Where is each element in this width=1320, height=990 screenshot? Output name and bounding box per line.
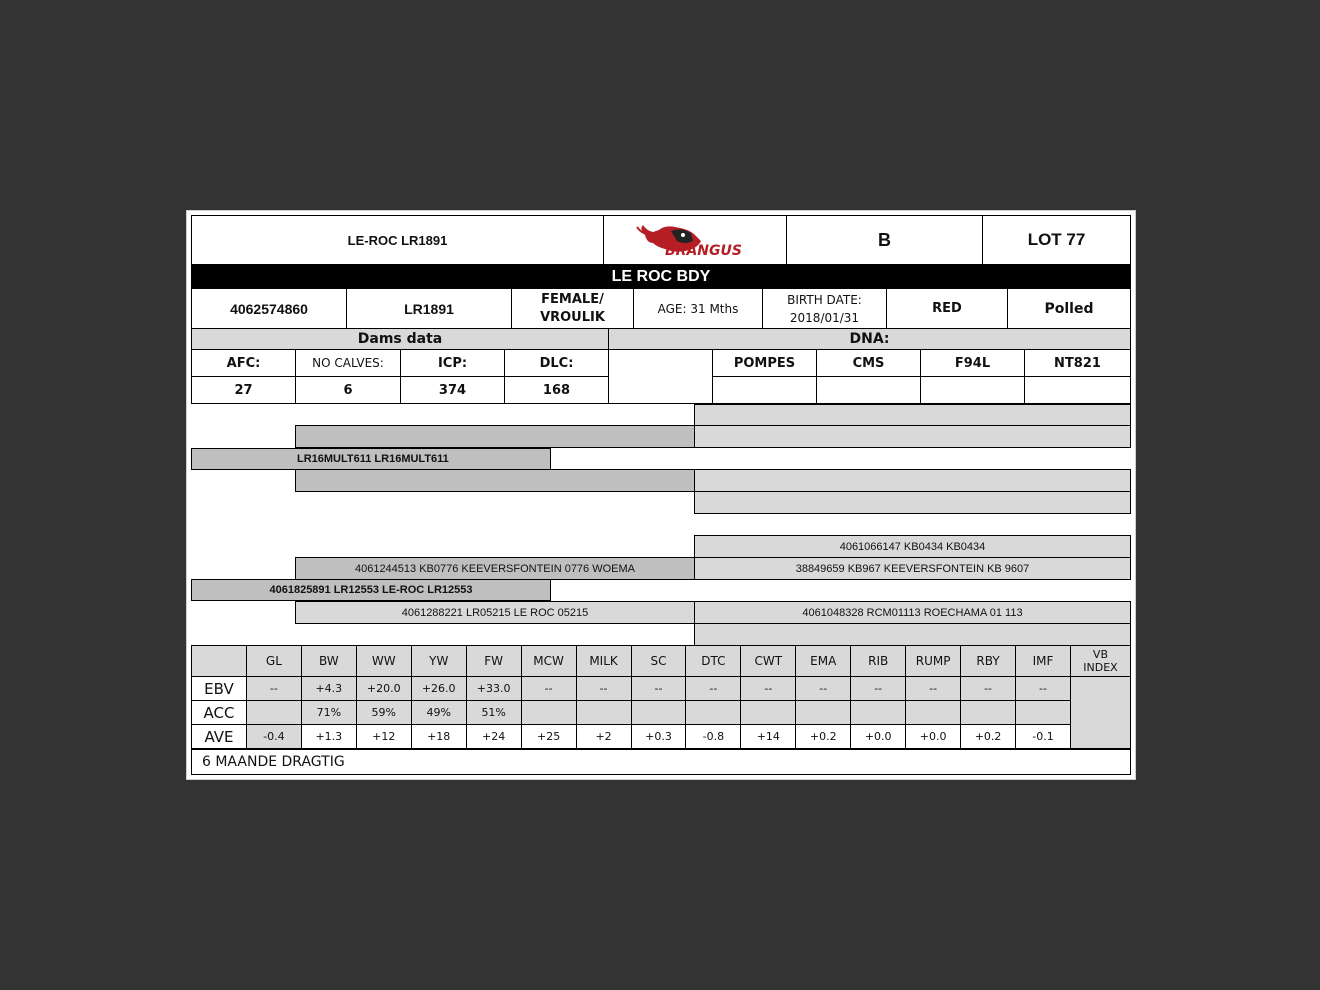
vb-index-line2: INDEX	[1083, 661, 1118, 674]
animal-name: LE-ROC LR1891	[191, 215, 604, 265]
dna-nt821-label: NT821	[1024, 349, 1131, 377]
animal-tag: LR1891	[346, 288, 512, 329]
pedigree-dam-sire: 4061244513 KB0776 KEEVERSFONTEIN 0776 WOEMA	[295, 557, 695, 580]
dna-f94l-label: F94L	[920, 349, 1025, 377]
ave-cell: -0.1	[1016, 725, 1071, 749]
sex-line1: FEMALE/	[541, 291, 604, 307]
pedigree-dam: 4061825891 LR12553 LE-ROC LR12553	[191, 579, 551, 601]
pedigree-sire: LR16MULT611 LR16MULT611	[191, 448, 551, 470]
acc-cell: 59%	[356, 701, 411, 725]
ebv-header: IMF	[1016, 646, 1071, 677]
pedigree-ggs-sire-dam	[694, 469, 1131, 492]
ebv-cell: --	[851, 677, 906, 701]
dlc-value: 168	[504, 376, 609, 404]
ave-cell: +24	[466, 725, 521, 749]
ebv-header: RBY	[961, 646, 1016, 677]
pedigree-ggd-sire-dam	[694, 491, 1131, 514]
afc-label: AFC:	[191, 349, 296, 377]
herd-title: LE ROC BDY	[191, 264, 1131, 289]
grade-box: B	[786, 215, 983, 265]
dna-pompes-label: POMPES	[712, 349, 817, 377]
lot-number: LOT 77	[982, 215, 1131, 265]
acc-cell	[851, 701, 906, 725]
dna-blank	[608, 349, 713, 404]
acc-cell	[631, 701, 686, 725]
acc-cell: 71%	[301, 701, 356, 725]
pedigree-sire-dam	[295, 469, 695, 492]
ebv-cell: --	[1016, 677, 1071, 701]
no-calves-label: NO CALVES:	[295, 349, 401, 377]
ebv-cell: +33.0	[466, 677, 521, 701]
ave-row-label: AVE	[192, 725, 247, 749]
pedigree-ggs-dam-sire: 4061066147 KB0434 KB0434	[694, 535, 1131, 558]
ebv-header: RIB	[851, 646, 906, 677]
ebv-header: MILK	[576, 646, 631, 677]
pedigree-sire-sire	[295, 425, 695, 448]
pedigree-ggd-dam-dam	[694, 623, 1131, 646]
acc-cell: 49%	[411, 701, 466, 725]
pedigree-ggs-dam-dam: 4061048328 RCM01113 ROECHAMA 01 113	[694, 601, 1131, 624]
dams-data-title: Dams data	[191, 328, 609, 350]
ebv-header: SC	[631, 646, 686, 677]
ebv-header: RUMP	[906, 646, 961, 677]
ebv-header: BW	[301, 646, 356, 677]
ebv-header: DTC	[686, 646, 741, 677]
colour-box: RED	[886, 288, 1008, 329]
lot-card	[186, 210, 1136, 780]
ebv-cell: --	[796, 677, 851, 701]
ebv-cell: +4.3	[301, 677, 356, 701]
ebv-header: CWT	[741, 646, 796, 677]
ebv-cell: --	[576, 677, 631, 701]
ave-cell: +14	[741, 725, 796, 749]
acc-cell: 51%	[466, 701, 521, 725]
ebv-header-row	[192, 646, 1131, 677]
ebv-cell: --	[741, 677, 796, 701]
ebv-corner	[192, 646, 247, 677]
vb-index-value	[1070, 677, 1130, 749]
ebv-header: YW	[411, 646, 466, 677]
ebv-cell: +26.0	[411, 677, 466, 701]
sex-box	[511, 288, 634, 329]
no-calves-value: 6	[295, 376, 401, 404]
ave-cell: +12	[356, 725, 411, 749]
acc-row-label: ACC	[192, 701, 247, 725]
acc-cell	[741, 701, 796, 725]
ebv-header: FW	[466, 646, 521, 677]
ave-cell: +0.0	[906, 725, 961, 749]
ave-cell: +18	[411, 725, 466, 749]
acc-cell	[1016, 701, 1071, 725]
ebv-cell: --	[521, 677, 576, 701]
acc-cell	[576, 701, 631, 725]
birth-date: 2018/01/31	[789, 310, 860, 325]
ebv-header: EMA	[796, 646, 851, 677]
ebv-table	[191, 645, 1131, 749]
vb-index-header	[1070, 646, 1130, 677]
dna-pompes-value	[712, 376, 817, 404]
ave-cell: +25	[521, 725, 576, 749]
ebv-header: WW	[356, 646, 411, 677]
sex-line2: VROULIK	[540, 309, 605, 325]
icp-value: 374	[400, 376, 505, 404]
ebv-cell: +20.0	[356, 677, 411, 701]
acc-cell	[796, 701, 851, 725]
ave-row	[192, 725, 1131, 749]
ebv-header: MCW	[521, 646, 576, 677]
ebv-cell: --	[631, 677, 686, 701]
logo-text: BRANGUS	[665, 243, 742, 259]
dna-title: DNA:	[608, 328, 1131, 350]
pedigree-dam-dam: 4061288221 LR05215 LE ROC 05215	[295, 601, 695, 624]
pedigree-ggd-dam-sire: 38849659 KB967 KEEVERSFONTEIN KB 9607	[694, 557, 1131, 580]
age-box: AGE: 31 Mths	[633, 288, 763, 329]
ebv-cell: --	[961, 677, 1016, 701]
bull-logo-icon	[635, 221, 755, 259]
ave-cell: +0.3	[631, 725, 686, 749]
acc-cell	[961, 701, 1016, 725]
acc-cell	[906, 701, 961, 725]
ebv-row-label: EBV	[192, 677, 247, 701]
dna-f94l-value	[920, 376, 1025, 404]
ebv-cell: --	[246, 677, 301, 701]
ebv-cell: --	[686, 677, 741, 701]
birth-label: BIRTH DATE:	[787, 292, 862, 307]
acc-cell	[686, 701, 741, 725]
ebv-header: GL	[246, 646, 301, 677]
ave-cell: +0.0	[851, 725, 906, 749]
dlc-label: DLC:	[504, 349, 609, 377]
afc-value: 27	[191, 376, 296, 404]
animal-id: 4062574860	[191, 288, 347, 329]
ave-cell: +0.2	[961, 725, 1016, 749]
ave-cell: -0.8	[686, 725, 741, 749]
pedigree-ggs-sire-sire	[694, 404, 1131, 427]
ave-cell: +2	[576, 725, 631, 749]
acc-cell	[246, 701, 301, 725]
ave-cell: -0.4	[246, 725, 301, 749]
pedigree-ggd-sire-sire	[694, 425, 1131, 448]
acc-row	[192, 701, 1131, 725]
footer-note: 6 MAANDE DRAGTIG	[191, 749, 1131, 775]
ave-cell: +1.3	[301, 725, 356, 749]
ebv-cell: --	[906, 677, 961, 701]
dna-cms-value	[816, 376, 921, 404]
birth-date-box	[762, 288, 887, 329]
acc-cell	[521, 701, 576, 725]
ebv-row	[192, 677, 1131, 701]
vb-index-line1: VB	[1092, 648, 1108, 661]
horn-status-box: Polled	[1007, 288, 1131, 329]
ave-cell: +0.2	[796, 725, 851, 749]
brangus-logo	[603, 215, 787, 265]
dna-cms-label: CMS	[816, 349, 921, 377]
dna-nt821-value	[1024, 376, 1131, 404]
icp-label: ICP:	[400, 349, 505, 377]
